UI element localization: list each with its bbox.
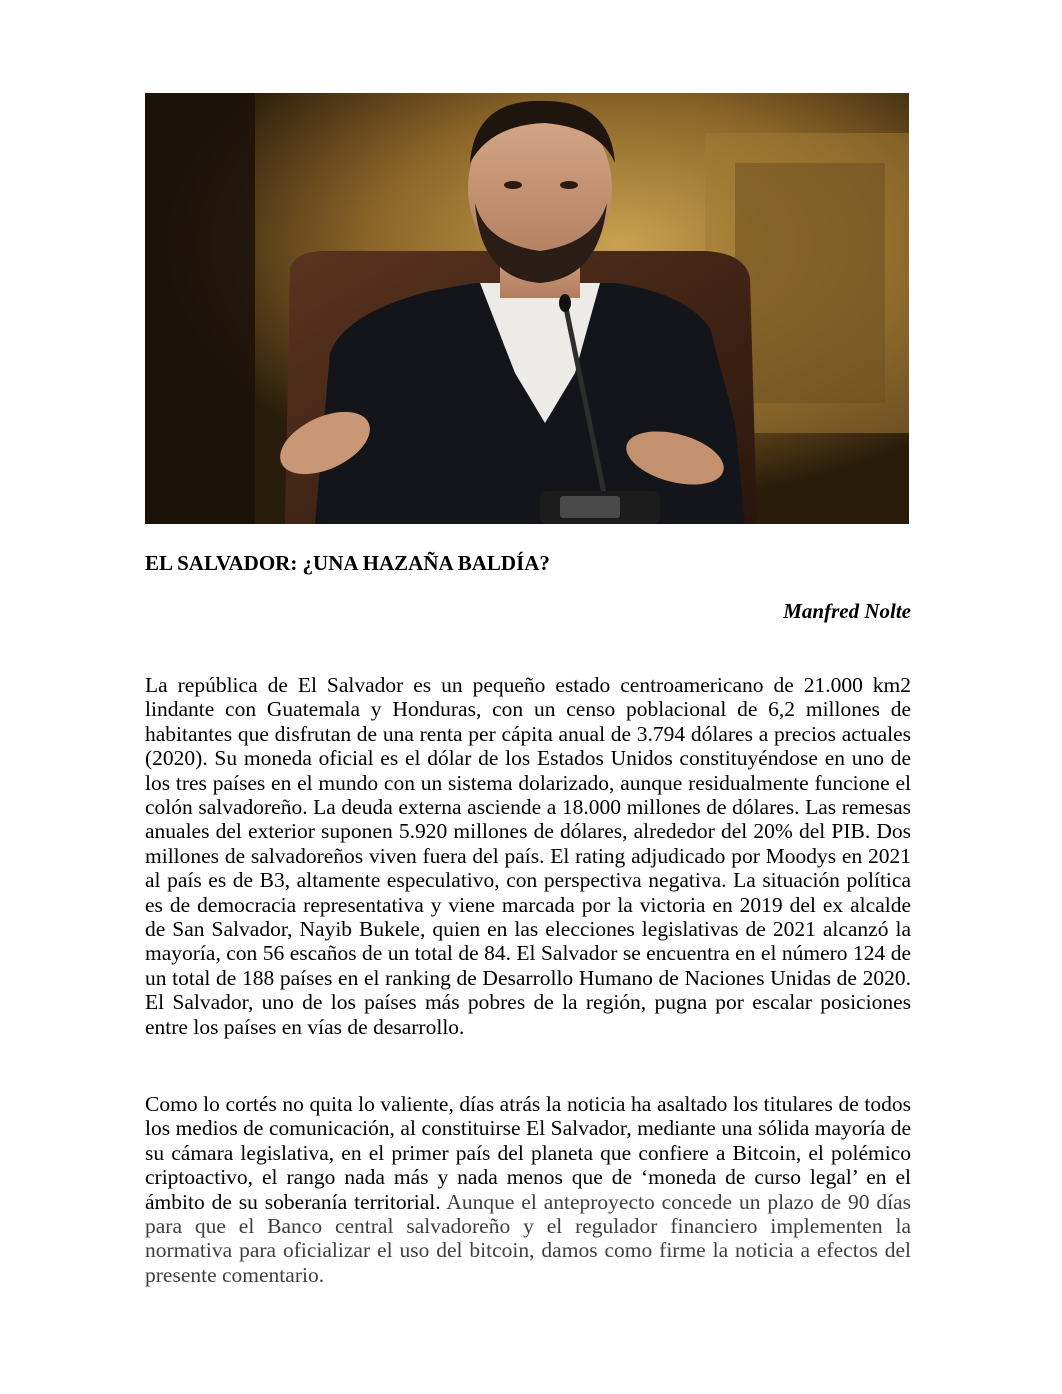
article-paragraph-1: La república de El Salvador es un pequeño estado centroamericano de 21.000 km2 lindante con Guatemala y Honduras, con un censo poblacional de 6,2 millones de habitantes que disfrutan de una renta per cápita anual de 3.794 dólares a precios actuales (2020). Su moneda oficial es el dólar de los Estados Unidos constituyéndose en uno de los tres países en el mundo con un sistema dolarizado, aunque residualmente funcione el colón salvadoreño. La deuda externa asciende a 18.000 millones de dólares. Las remesas anuales del exterior suponen 5.920 millones de dólares, alrededor del 20% del PIB. Dos millones de salvadoreños viven fuera del país. El rating adjudicado por Moodys en 2021 al país es de B3, altamente especulativo, con perspectiva negativa. La situación política es de democracia representativa y viene marcada por la victoria en 2019 del ex alcalde de San Salvador, Nayib Bukele, quien en las elecciones legislativas de 2021 alcanzó la mayoría, con 56 escaños de un total de 84. El Salvador se encuentra en el número 124 de un total de 188 países en el ranking de Desarrollo Humano de Naciones Unidas de 2020. El Salvador, uno de los países más pobres de la región, pugna por escalar posiciones entre los países en vías de desarrollo.	[145, 673, 911, 1039]
article-paragraph-2	[145, 1092, 911, 1287]
article-photo	[145, 93, 909, 524]
paragraph-2-main: Como lo cortés no quita lo valiente, días atrás la noticia ha asaltado los titulares de todos los medios de comunicación, al constituirse El Salvador, mediante una sólida mayoría de su cámara legislativa, en el primer país del planeta que confiere a Bitcoin, el polémico criptoactivo, el rango nada más y nada menos que de ‘moneda de curso legal’ en el ámbito de su soberanía territorial.	[145, 1092, 911, 1214]
paragraph-2-tail: Aunque el anteproyecto concede un plazo de 90 días para que el Banco central salvadoreño y el regulador financiero implementen la normativa para oficializar el uso del bitcoin, damos como firme la noticia a efectos del presente comentario.	[145, 1189, 911, 1287]
article-title: EL SALVADOR: ¿UNA HAZAÑA BALDÍA?	[145, 551, 550, 575]
article-author: Manfred Nolte	[783, 599, 911, 623]
